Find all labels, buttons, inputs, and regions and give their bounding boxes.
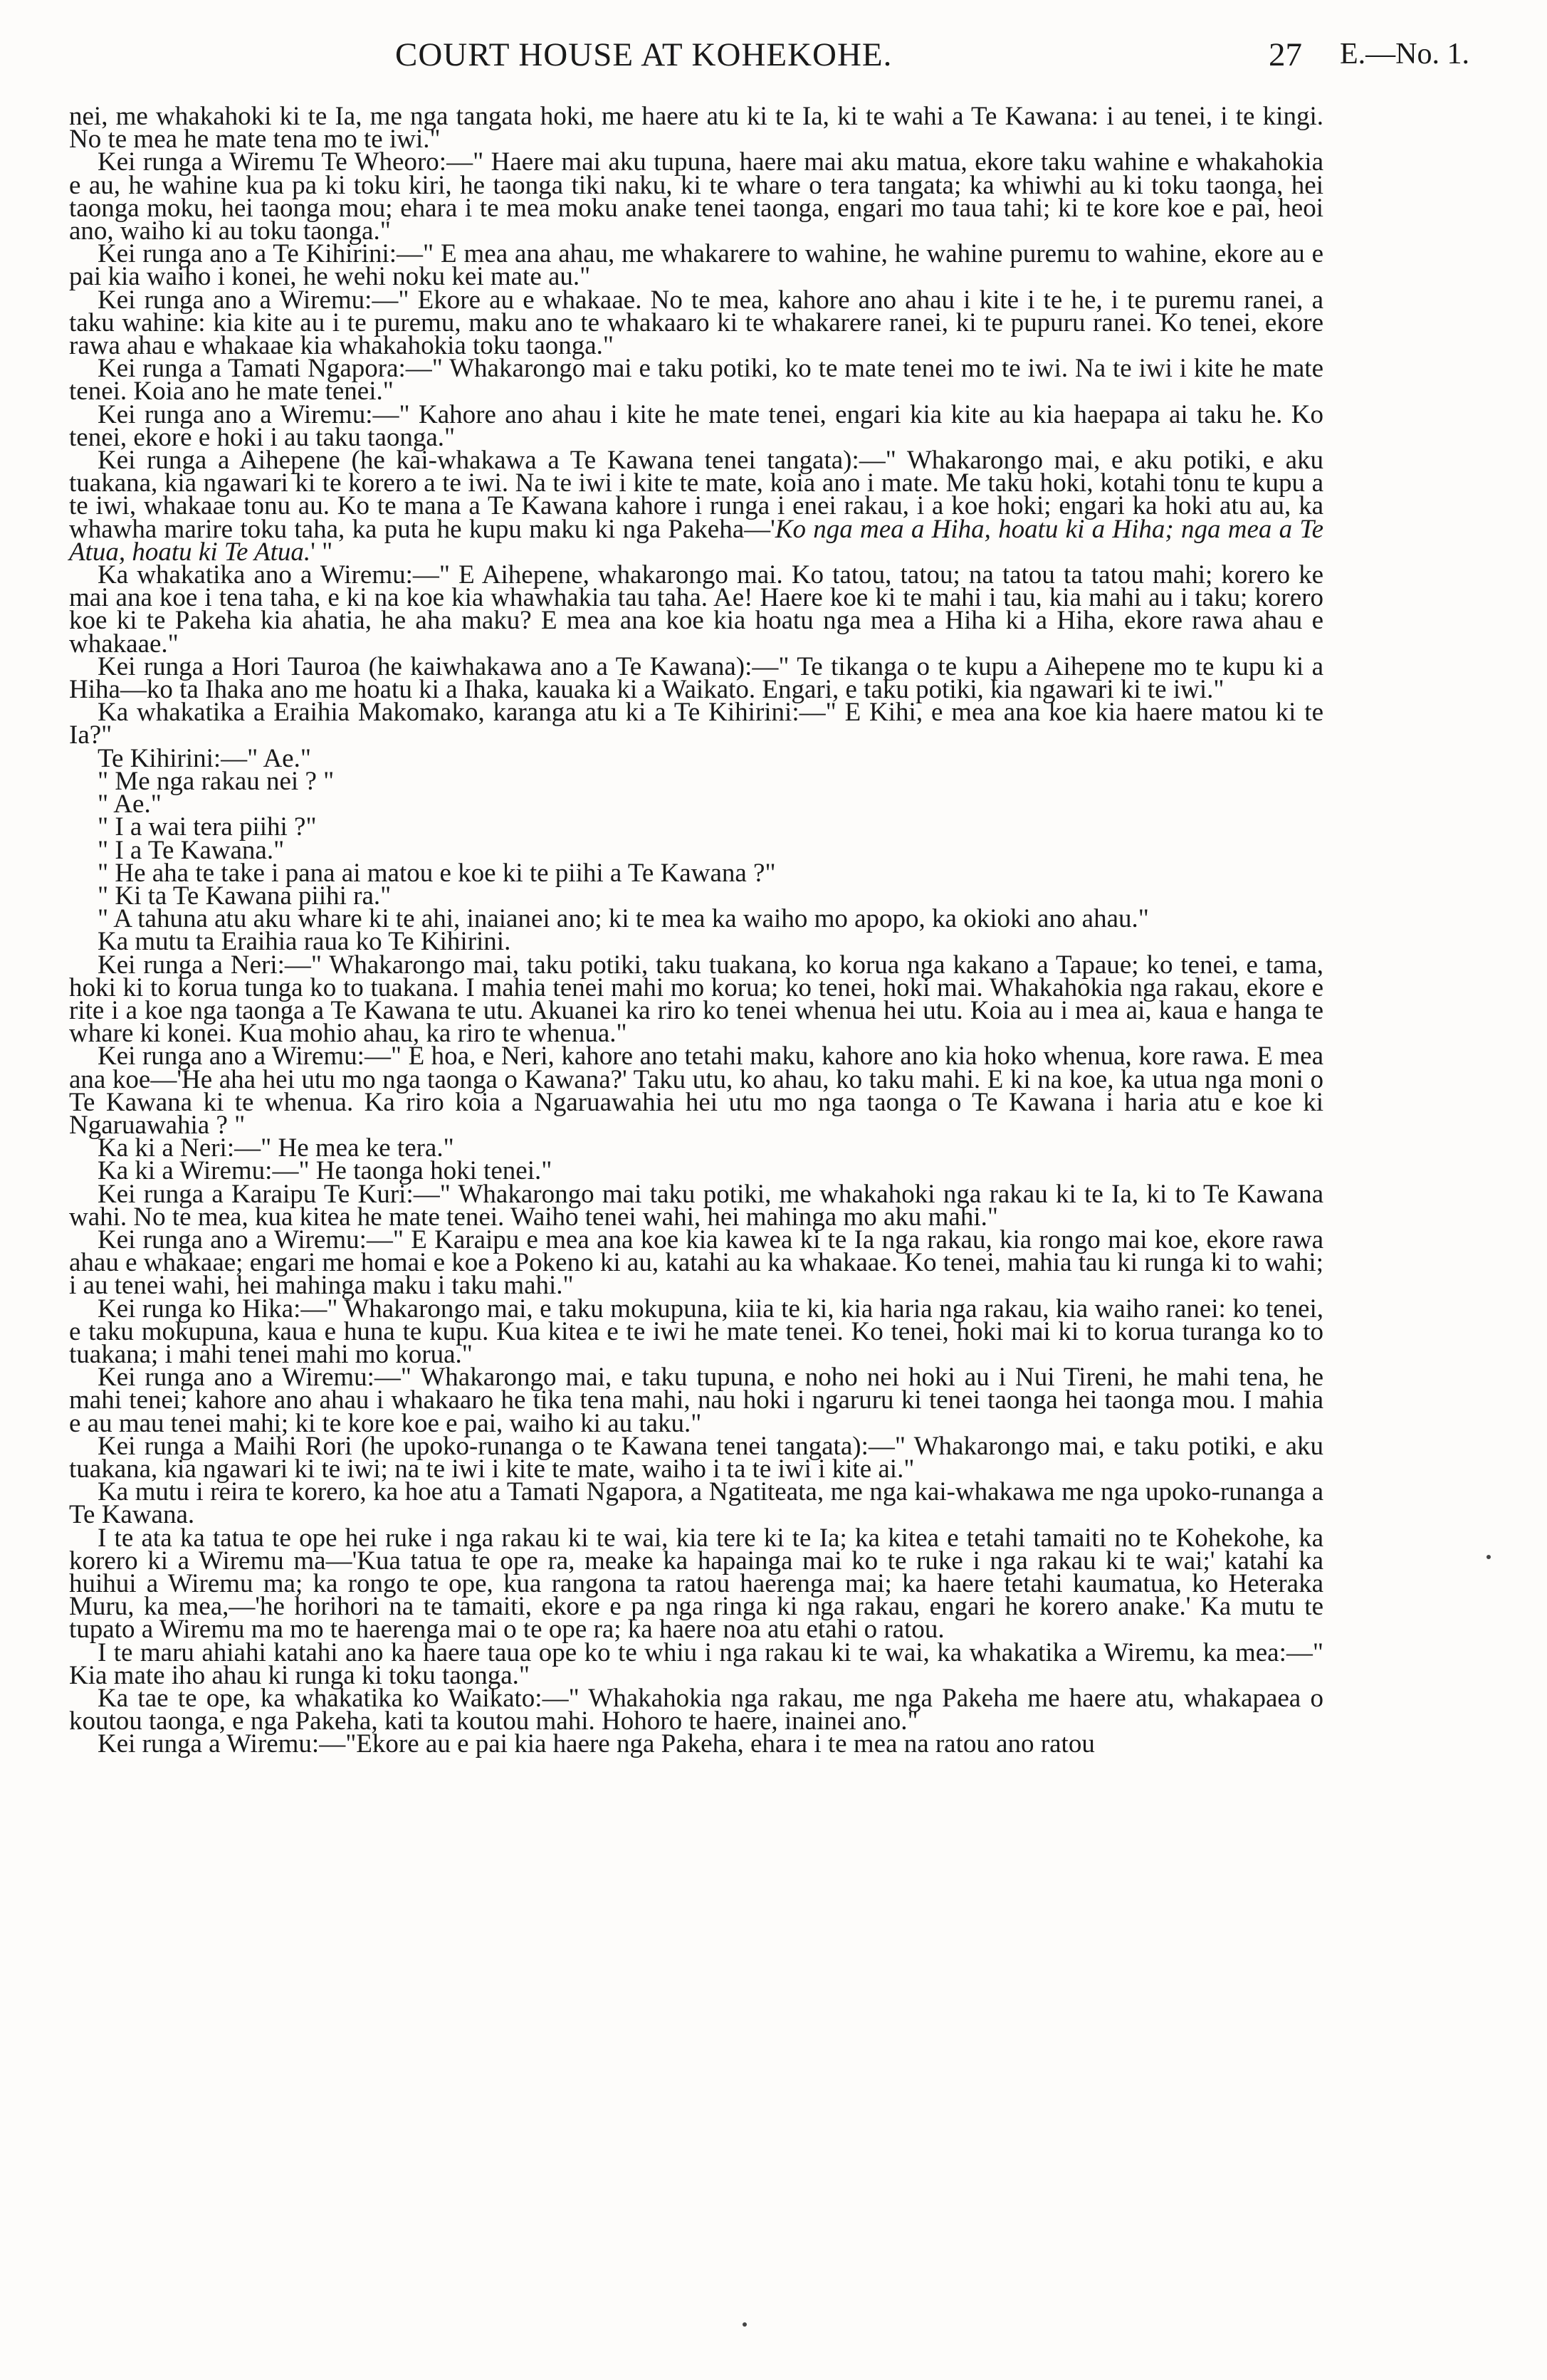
- document-reference: E.—No. 1.: [1340, 38, 1469, 70]
- paragraph: [69, 1684, 1323, 1736]
- paragraph-text: Kei runga a Aihepene (he kai-whakawa a Te Kawana tenei tangata):—" Whakarongo mai, e aku potiki, e aku tuakana, kia ngawari ki te korero a te iwi. Na te iwi i kite te mate, koia ano i mate. Me taku hoki, kotahi tonu te kupu a te iwi, whakaae tonu au. Ko te mana a Te Kawana kahore i runga i enei rakau, i a koe hoki; engari ka hoki atu au, ka whawha marire toku taha, ka puta he kupu maku ki nga Pakeha—': [69, 446, 1323, 544]
- paragraph: [69, 766, 1323, 796]
- paragraph-text: Ka tae te ope, ka whakatika ko Waikato:—" Whakahokia nga rakau, me nga Pakeha me haere atu, whakapaea o koutou taonga, e nga Pakeha, kati ta koutou mahi. Hohoro te haere, inainei ano.": [69, 1684, 1323, 1736]
- margin-mark: [1486, 1555, 1491, 1559]
- page-title: COURT HOUSE AT KOHEKOHE.: [395, 36, 893, 73]
- paragraph: [69, 285, 1323, 361]
- paragraph: [69, 1729, 1323, 1759]
- paragraph: [69, 1042, 1323, 1140]
- paragraph-text: Ka mutu i reira te korero, ka hoe atu a Tamati Ngapora, a Ngatiteata, me nga kai-whakawa me nga upoko-runanga a Te Kawana.: [69, 1477, 1323, 1530]
- paragraph-text: " I a Te Kawana.": [98, 835, 285, 865]
- paragraph: [69, 1431, 1323, 1484]
- paragraph-text: Kei runga a Neri:—" Whakarongo mai, taku potiki, taku tuakana, ko korua nga kakano a Tapaue; ko tenei, e tama, hoki ki to korua tunga ko to tuakana. I mahia tenei mahi mo korua; ko tenei, hoki mai. Whakahokia nga rakau, ekore e rite i a koe nga taonga a Te Kawana te utu. Akuanei ka riro ko tenei whenua hei utu. Koia au i mea ai, kaua e hanga te whare ki konei. Kua mohio ahau, ka riro te whenua.": [69, 950, 1323, 1049]
- paragraph-text: I te maru ahiahi katahi ano ka haere taua ope ko te whiu i nga rakau ki te wai, ka whakatika a Wiremu, ka mea:—" Kia mate iho ahau ki runga ki toku taonga.": [69, 1637, 1323, 1690]
- paragraph: [69, 1363, 1323, 1438]
- paragraph: [69, 446, 1323, 567]
- paragraph-text: Kei runga a Wiremu:—"Ekore au e pai kia haere nga Pakeha, ehara i te mea na ratou ano ratou: [98, 1729, 1095, 1759]
- paragraph-text: Kei runga ano a Wiremu:—" Kahore ano ahau i kite he mate tenei, engari kia kite au kia haepapa ai taku he. Ko tenei, ekore e hoki i au taku taonga.": [69, 399, 1323, 452]
- paragraph-text: Kei runga ano a Wiremu:—" E hoa, e Neri, kahore ano tetahi maku, kahore ano kia hoko whenua, kore rawa. E mea ana koe—'He aha hei utu mo nga taonga o Kawana?' Taku utu, ko ahau, ko taku mahi. E ki na koe, ka utua nga moni o Te Kawana ki te whenua. Ka riro koia a Ngaruawahia hei utu mo nga taonga o Te Kawana i haria atu e koe ki Ngaruawahia ? ": [69, 1042, 1323, 1140]
- paragraph-text: Ka ki a Neri:—" He mea ke tera.": [98, 1133, 454, 1163]
- paragraph-text: I te ata ka tatua te ope hei ruke i nga rakau ki te wai, kia tere ki te Ia; ka kitea e tetahi tamaiti no te Kohekohe, ka korero ki a Wiremu ma—'Kua tatua te ope ra, meake ka hapainga mai ko te ruke i nga rakau ki te wai;' katahi ka huihui a Wiremu ma; ka rongo te ope, kua rangona ta ratou haerenga mai; ka haere tetahi kaumatua, ko Heteraka Muru, ka mea,—'he horihori na te tamaiti, ekore e pa nga ringa ki nga rakau, engari he korero anake.' Ka mutu te tupato a Wiremu ma mo te haerenga mai o te ope ra; ka haere noa atu etahi o ratou.: [69, 1523, 1323, 1645]
- paragraph-text: " Ki ta Te Kawana piihi ra.": [98, 881, 392, 911]
- paragraph-text: Kei runga a Hori Tauroa (he kaiwhakawa ano a Te Kawana):—" Te tikanga o te kupu a Aihepene mo te kupu ki a Hiha—ko ta Ihaka ano me hoatu ki a Ihaka, kauaka ki a Waikato. Engari, e taku potiki, kia ngawari ki te iwi.": [69, 651, 1323, 705]
- paragraph-text: Ka mutu ta Eraihia raua ko Te Kihirini.: [98, 927, 511, 957]
- paragraph-text: Kei runga a Karaipu Te Kuri:—" Whakarongo mai taku potiki, me whakahoki nga rakau ki te Ia, ki to Te Kawana wahi. No te mea, kua kitea he mate tenei. Waiho tenei wahi, hei mahinga mo aku mahi.": [69, 1179, 1323, 1232]
- paragraph: [69, 1477, 1323, 1530]
- paragraph-text: Kei runga a Wiremu Te Wheoro:—" Haere mai aku tupuna, haere mai aku matua, ekore taku wahine e whakahokia e au, he wahine kua pa ki toku kiri, he taonga tiki naku, ki te whare o tera tangata; ka whiwhi au ki toku taonga, hei taonga moku, hei taonga mou; ehara i te mea moku anake tenei taonga, engari mo taua tahi; ki te kore koe e pai, heoi ano, waiho ki au toku taonga.": [69, 147, 1323, 246]
- page-number: 27: [1269, 36, 1302, 73]
- paragraph-text: Ka ki a Wiremu:—" He taonga hoki tenei.": [98, 1156, 552, 1186]
- italic-quote: Ko nga mea a Hiha, hoatu ki a Hiha; nga mea a Te Atua, hoatu ki Te Atua.: [69, 514, 1323, 567]
- paragraph-text: Kei runga a Maihi Rori (he upoko-runanga o te Kawana tenei tangata):—" Whakarongo mai, e taku potiki, e aku tuakana, kia ngawari ki te iwi; na te iwi i kite te mate, waiho i ta te iwi i kite ai.": [69, 1431, 1323, 1484]
- paragraph-text: Kei runga ano a Wiremu:—" Whakarongo mai, e taku tupuna, e noho nei hoki au i Nui Tireni, he mahi tena, he mahi tenei; kahore ano ahau i whakaaro he tika tena mahi, nau hoki i ngaruru ki tenei taonga hei taonga mou. I mahia e au mau tenei mahi; ki te kore koe e pai, waiho ki au taku.": [69, 1363, 1323, 1438]
- paragraph-text: Kei runga ano a Te Kihirini:—" E mea ana ahau, me whakarere to wahine, he wahine puremu to wahine, ekore au e pai kia waiho i konei, he wehi noku kei mate au.": [69, 239, 1323, 292]
- paragraph-text: Te Kihirini:—" Ae.": [98, 743, 311, 773]
- paragraph-text: Ka whakatika ano a Wiremu:—" E Aihepene, whakarongo mai. Ko tatou, tatou; na tatou ta tatou mahi; korero ke mai ana koe i tena taha, e ki na koe kia whawhakia tau taha. Ae! Haere koe ki te mahi i tau, kia mahi au i taku; korero koe ki te Pakeha kia ahatia, he aha maku? E mea ana koe kia hoatu nga mea a Hiha ki a Hiha, ekore rawa ahau e whakaae.": [69, 560, 1323, 659]
- paragraph: [69, 239, 1323, 292]
- paragraph: [69, 950, 1323, 1049]
- paragraph: [69, 698, 1323, 750]
- paragraph: [69, 354, 1323, 407]
- paragraph-text: " A tahuna atu aku whare ki te ahi, inaianei ano; ki te mea ka waiho mo apopo, ka okioki ano ahau.": [98, 904, 1149, 934]
- paragraph: [69, 399, 1323, 452]
- paragraph-text: Kei runga ko Hika:—" Whakarongo mai, e taku mokupuna, kiia te ki, kia haria nga rakau, kia waiho ranei: ko tenei, e taku mokupuna, kaua e huna te kupu. Kua kitea e te iwi he mate tenei. Ko tenei, hoki mai ki to korua turanga ko to tuakana; i mahi tenei mahi mo korua.": [69, 1294, 1323, 1369]
- paragraph: [69, 1179, 1323, 1232]
- paragraph-text: Kei runga ano a Wiremu:—" Ekore au e whakaae. No te mea, kahore ano ahau i kite i te he, i te puremu ranei, a taku wahine: kia kite au i te puremu, maku ano te whakaaro ki te whakarere ranei, ki te pupuru ranei. Ko tenei, ekore rawa ahau e whakaae kia whakahokia toku taonga.": [69, 285, 1323, 361]
- paragraph-text: nei, me whakahoki ki te Ia, me nga tangata hoki, me haere atu ki te Ia, ki te wahi a Te Kawana: i au tenei, i te kingi. No te mea he mate tena mo te iwi.": [69, 102, 1323, 154]
- paragraph: [69, 560, 1323, 659]
- margin-mark: [743, 2322, 747, 2327]
- paragraph-text: Kei runga ano a Wiremu:—" E Karaipu e mea ana koe kia kawea ki te Ia nga rakau, kia rongo mai koe, ekore rawa ahau e whakaae; engari me homai e koe a Pokeno ki au, katahi au ka whakaae. Ko tenei, mahia tau ki runga ki to wahi; i au tenei wahi, hei mahinga maku i taku mahi.": [69, 1225, 1323, 1301]
- paragraph: [69, 147, 1323, 246]
- paragraph-text: " Ae.": [98, 790, 162, 819]
- paragraph: [69, 1225, 1323, 1301]
- paragraph: [69, 1294, 1323, 1369]
- paragraph-text: Ka whakatika a Eraihia Makomako, karanga atu ki a Te Kihirini:—" E Kihi, e mea ana koe kia haere matou ki te Ia?": [69, 698, 1323, 750]
- paragraph-tail: ' ": [310, 537, 333, 567]
- running-header: [0, 36, 1547, 85]
- paragraph: [69, 1637, 1323, 1690]
- paragraph-text: " Me nga rakau nei ? ": [98, 766, 335, 796]
- paragraph-text: " He aha te take i pana ai matou e koe ki te piihi a Te Kawana ?": [98, 858, 776, 888]
- body-text: [69, 102, 1323, 1759]
- paragraph: [69, 651, 1323, 705]
- paragraph: [69, 102, 1323, 154]
- paragraph-text: " I a wai tera piihi ?": [98, 812, 317, 842]
- paragraph: [69, 1523, 1323, 1645]
- paragraph-text: Kei runga a Tamati Ngapora:—" Whakarongo mai e taku potiki, ko te mate tenei mo te iwi. Na te iwi i kite he mate tenei. Koia ano he mate tenei.": [69, 354, 1323, 407]
